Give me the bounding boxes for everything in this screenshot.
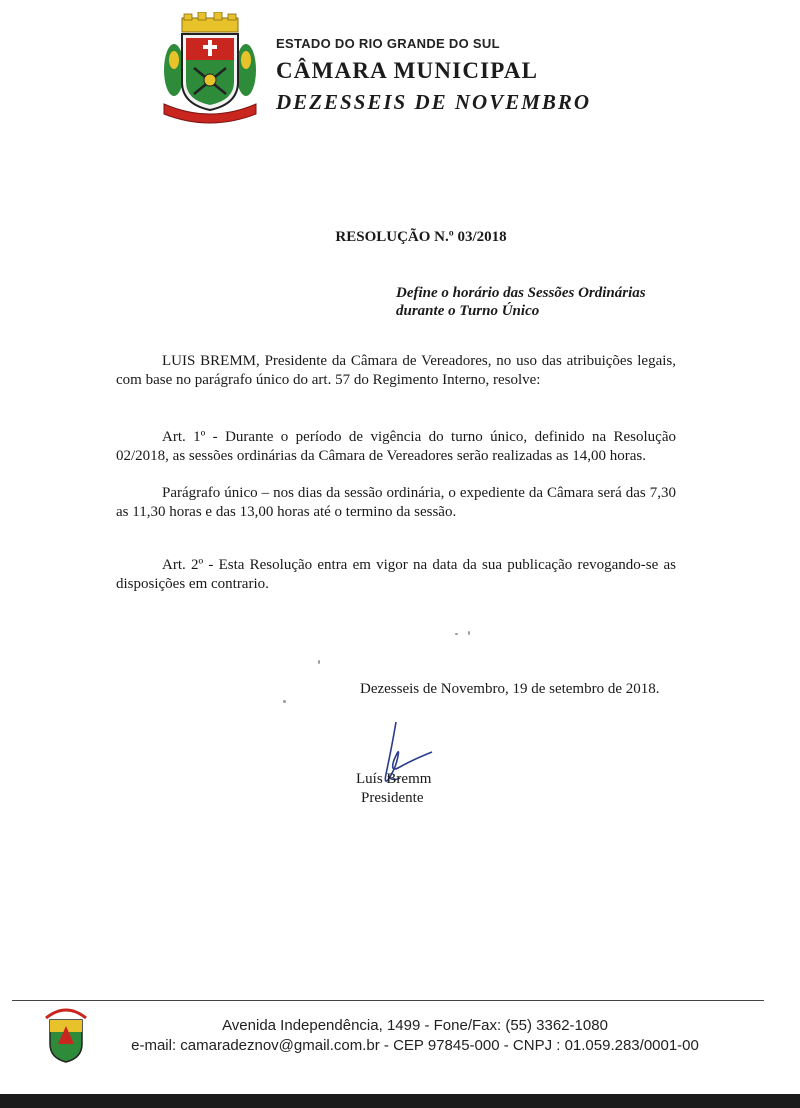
footer-address: Avenida Independência, 1499 - Fone/Fax: (55) 3362-1080: [222, 1017, 608, 1034]
header-chamber: CÂMARA MUNICIPAL: [276, 58, 539, 83]
footer-contact: e-mail: camaradeznov@gmail.com.br - CEP 97845-000 - CNPJ : 01.059.283/0001-00: [131, 1037, 699, 1054]
date-line: Dezesseis de Novembro, 19 de setembro de 2018.: [360, 681, 660, 697]
preamble-paragraph: LUIS BREMM, Presidente da Câmara de Vereadores, no uso das atribuições legais, com base no parágrafo único do art. 57 do Regimento Interno, resolve:: [116, 353, 676, 388]
scan-speck: [283, 700, 286, 703]
resolution-title: RESOLUÇÃO N.º 03/2018: [335, 229, 507, 245]
coat-of-arms-icon: [160, 12, 260, 126]
scan-speck: [318, 660, 320, 664]
resolution-ementa: [396, 284, 686, 320]
signer-role: Presidente: [361, 790, 424, 806]
article-2-paragraph: Art. 2º - Esta Resolução entra em vigor na data da sua publicação revogando-se as disposições em contrario.: [116, 557, 676, 592]
scan-speck: [455, 633, 458, 635]
article-1-paragraph: Art. 1º - Durante o período de vigência do turno único, definido na Resolução 02/2018, as sessões ordinárias da Câmara de Vereadores serão realizadas as 14,00 horas.: [116, 429, 676, 464]
header-state: ESTADO DO RIO GRANDE DO SUL: [276, 36, 500, 51]
scan-edge: [0, 1094, 800, 1108]
footer-divider: [12, 1000, 764, 1001]
scan-speck: [468, 631, 470, 635]
header-city: DEZESSEIS DE NOVEMBRO: [276, 90, 592, 114]
ementa-line-2: durante o Turno Único: [396, 303, 540, 319]
chamber-emblem-icon: [40, 1004, 92, 1066]
ementa-line-1: Define o horário das Sessões Ordinárias: [396, 285, 646, 301]
sole-paragraph: Parágrafo único – nos dias da sessão ordinária, o expediente da Câmara será das 7,30 as 11,30 horas e das 13,00 horas até o termino da sessão.: [116, 485, 676, 520]
signer-name: Luís Bremm: [356, 771, 432, 787]
